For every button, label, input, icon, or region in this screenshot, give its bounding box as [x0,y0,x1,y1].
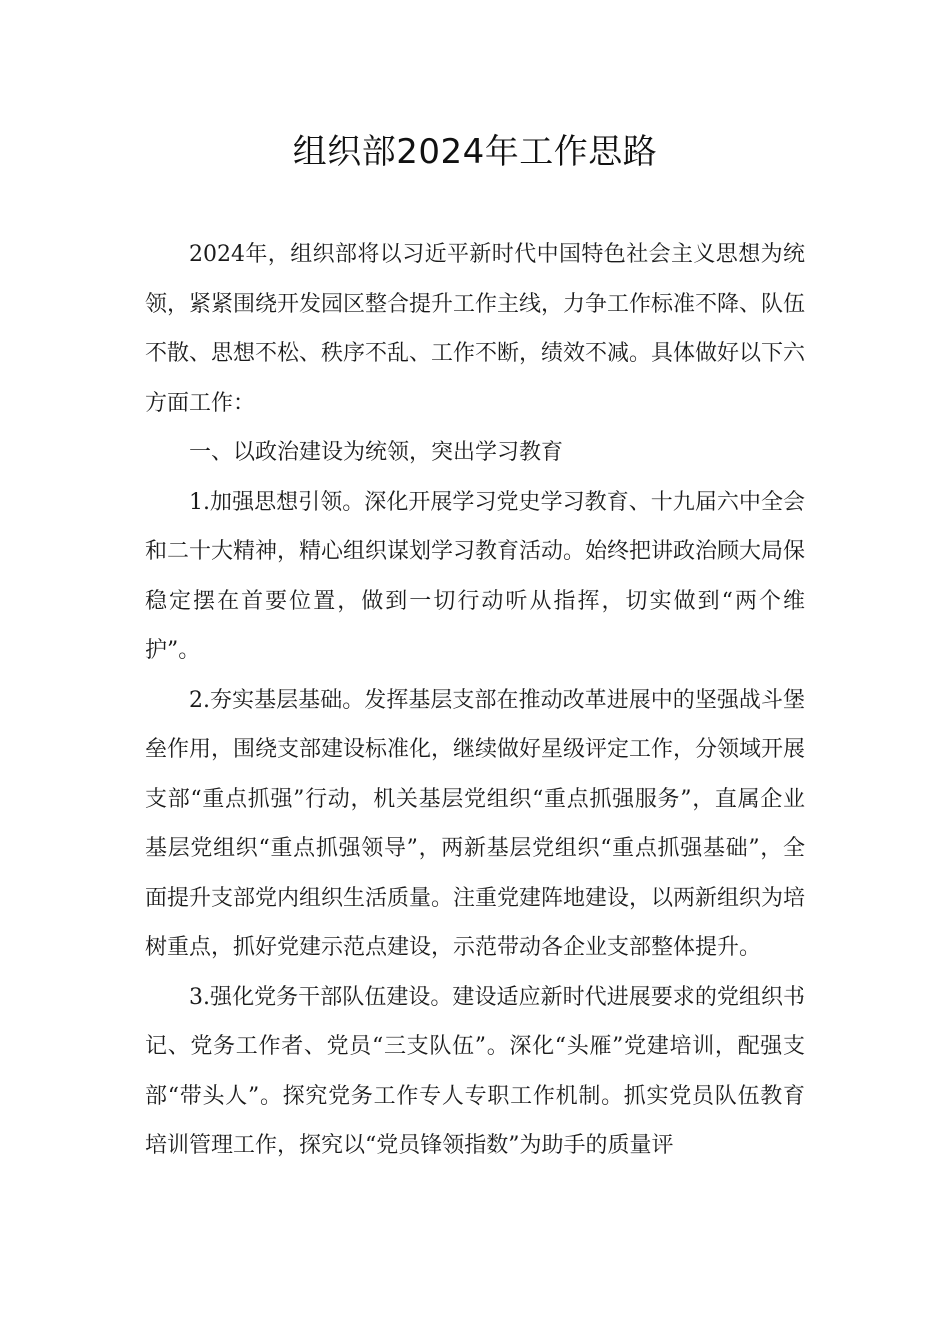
section-heading: 一、以政治建设为统领，突出学习教育 [189,440,564,465]
document-body [145,230,805,1171]
item-paragraph: 1.加强思想引领。深化开展学习党史学习教育、十九届六中全会和二十大精神，精心组织谋划学习教育活动。始终把讲政治顾大局保稳定摆在首要位置，做到一切行动听从指挥，切实做到“两个维护”。 [145,489,806,663]
item-paragraph: 3.强化党务干部队伍建设。建设适应新时代进展要求的党组织书记、党务工作者、党员“三支队伍”。深化“头雁”党建培训，配强支部“带头人”。探究党务工作专人专职工作机制。抓实党员队伍教育培训管理工作，探究以“党员锋领指数”为助手的质量评 [145,984,805,1158]
item-paragraph: 2.夯实基层基础。发挥基层支部在推动改革进展中的坚强战斗堡垒作用，围绕支部建设标准化，继续做好星级评定工作，分领域开展支部“重点抓强”行动，机关基层党组织“重点抓强服务”，直属企业基层党组织“重点抓强领导”，两新基层党组织“重点抓强基础”，全面提升支部党内组织生活质量。注重党建阵地建设，以两新组织为培树重点，抓好党建示范点建设，示范带动各企业支部整体提升。 [145,687,806,960]
intro-paragraph: 2024年，组织部将以习近平新时代中国特色社会主义思想为统领，紧紧围绕开发园区整合提升工作主线，力争工作标准不降、队伍不散、思想不松、秩序不乱、工作不断，绩效不减。具体做好以下六方面工作： [145,242,806,416]
document-title: 组织部2024年工作思路 [292,132,658,172]
